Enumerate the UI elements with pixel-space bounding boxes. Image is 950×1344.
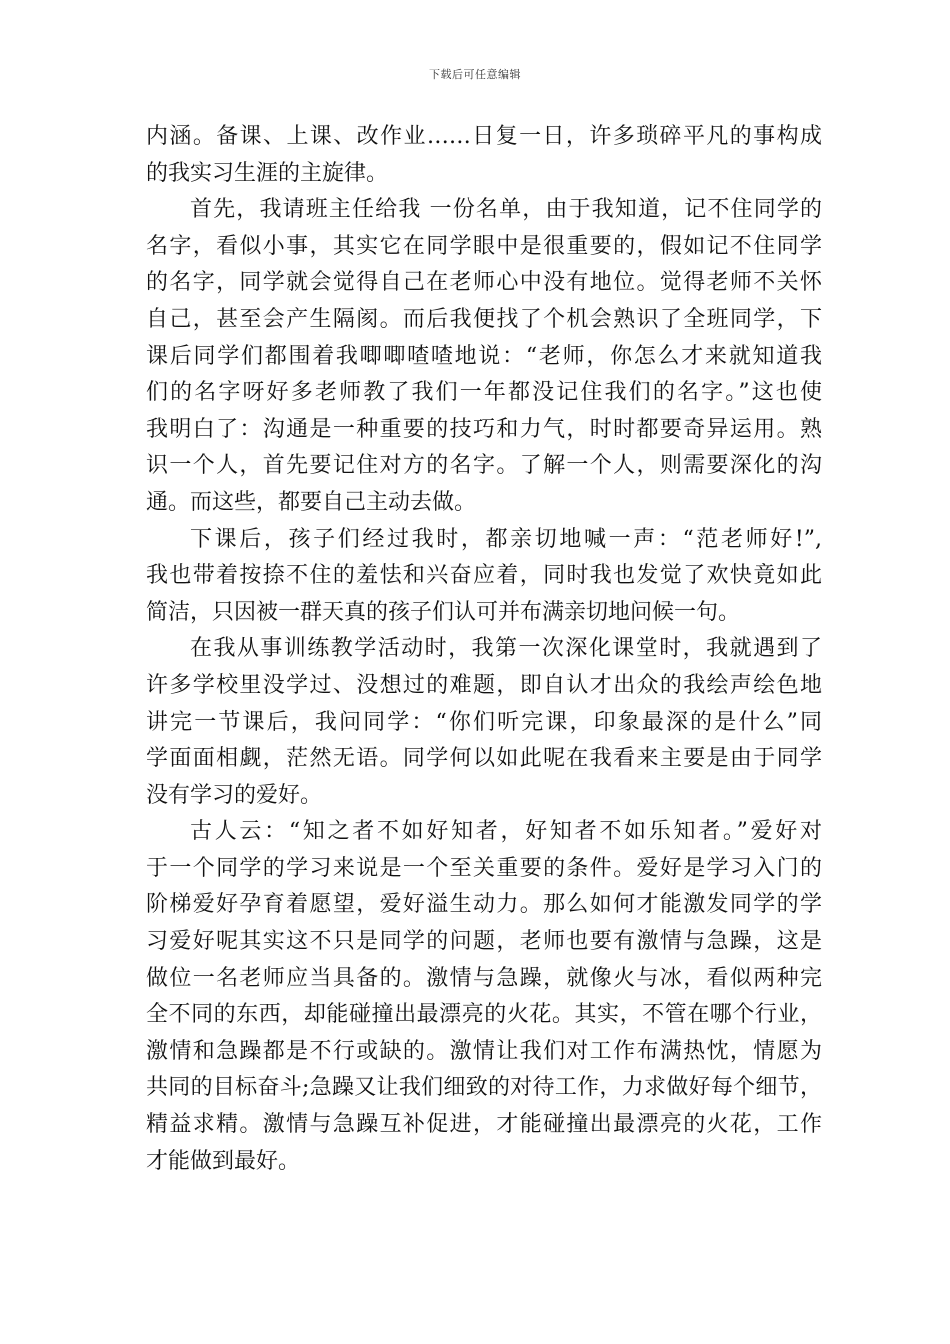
paragraph <box>146 119 822 192</box>
page-header: 下载后可任意编辑 <box>429 68 521 81</box>
paragraph-line: 激情和急躁都是不行或缺的。激情让我们对工作布满热忱，情愿为 <box>146 1038 822 1064</box>
paragraph-line: 才能做到最好。 <box>146 1148 301 1174</box>
paragraph-line: 通。而这些，都要自己主动去做。 <box>146 489 477 515</box>
paragraph-line: 习爱好呢其实这不只是同学的问题，老师也要有激情与急躁，这是 <box>146 929 822 955</box>
paragraph-line: 课后同学们都围着我唧唧喳喳地说：“老师，你怎么才来就知道我 <box>146 343 822 369</box>
paragraph <box>146 631 822 814</box>
paragraph-line: 我明白了：沟通是一种重要的技巧和力气，时时都要奇异运用。熟 <box>146 416 822 442</box>
paragraph <box>146 522 822 632</box>
paragraph-line: 识一个人，首先要记住对方的名字。了解一个人，则需要深化的沟 <box>146 453 822 479</box>
paragraph-line: 阶梯爱好孕育着愿望，爱好溢生动力。那么如何才能激发同学的学 <box>146 892 822 918</box>
paragraph-line: 简洁，只因被一群天真的孩子们认可并布满亲切地问候一句。 <box>146 599 741 625</box>
paragraph-line: 精益求精。激情与急躁互补促进，才能碰撞出最漂亮的火花，工作 <box>146 1112 822 1138</box>
paragraph-line: 学面面相觑，茫然无语。同学何以如此呢在我看来主要是由于同学 <box>146 746 822 772</box>
paragraph-line: 名字，看似小事，其实它在同学眼中是很重要的，假如记不住同学 <box>146 233 822 259</box>
paragraph-line: 在我从事训练教学活动时，我第一次深化课堂时，我就遇到了 <box>190 636 822 662</box>
paragraph <box>146 814 822 1180</box>
paragraph-line: 首先，我请班主任给我 一份名单，由于我知道，记不住同学的 <box>190 197 822 223</box>
paragraph-line: 的名字，同学就会觉得自己在老师心中没有地位。觉得老师不关怀 <box>146 270 822 296</box>
paragraph-line: 没有学习的爱好。 <box>146 782 323 808</box>
paragraph-line: 讲完一节课后，我问同学：“你们听完课，印象最深的是什么”同 <box>146 709 822 735</box>
paragraph-line: 许多学校里没学过、没想过的难题，即自认才出众的我绘声绘色地 <box>146 672 822 698</box>
paragraph-line: 的我实习生涯的主旋律。 <box>146 160 389 186</box>
paragraph-line: 于一个同学的学习来说是一个至关重要的条件。爱好是学习入门的 <box>146 855 822 881</box>
paragraph-line: 做位一名老师应当具备的。激情与急躁，就像火与冰，看似两种完 <box>146 965 822 991</box>
paragraph-line: 们的名字呀好多老师教了我们一年都没记住我们的名字。”这也使 <box>146 380 822 406</box>
paragraph-line: 我也带着按捺不住的羞怯和兴奋应着，同时我也发觉了欢快竟如此 <box>146 563 822 589</box>
paragraph-line: 内涵。备课、上课、改作业……日复一日，许多琐碎平凡的事构成 <box>146 124 822 149</box>
body-text <box>146 119 822 1180</box>
paragraph <box>146 192 822 521</box>
paragraph-line: 自己，甚至会产生隔阂。而后我便找了个机会熟识了全班同学，下 <box>146 306 822 332</box>
paragraph-line: 下课后，孩子们经过我时，都亲切地喊一声：“范老师好!”, <box>190 526 822 552</box>
paragraph-line: 全不同的东西，却能碰撞出最漂亮的火花。其实，不管在哪个行业， <box>146 1002 822 1028</box>
paragraph-line: 古人云：“知之者不如好知者，好知者不如乐知者。”爱好对 <box>190 819 822 845</box>
paragraph-line: 共同的目标奋斗;急躁又让我们细致的对待工作，力求做好每个细节， <box>146 1075 822 1101</box>
